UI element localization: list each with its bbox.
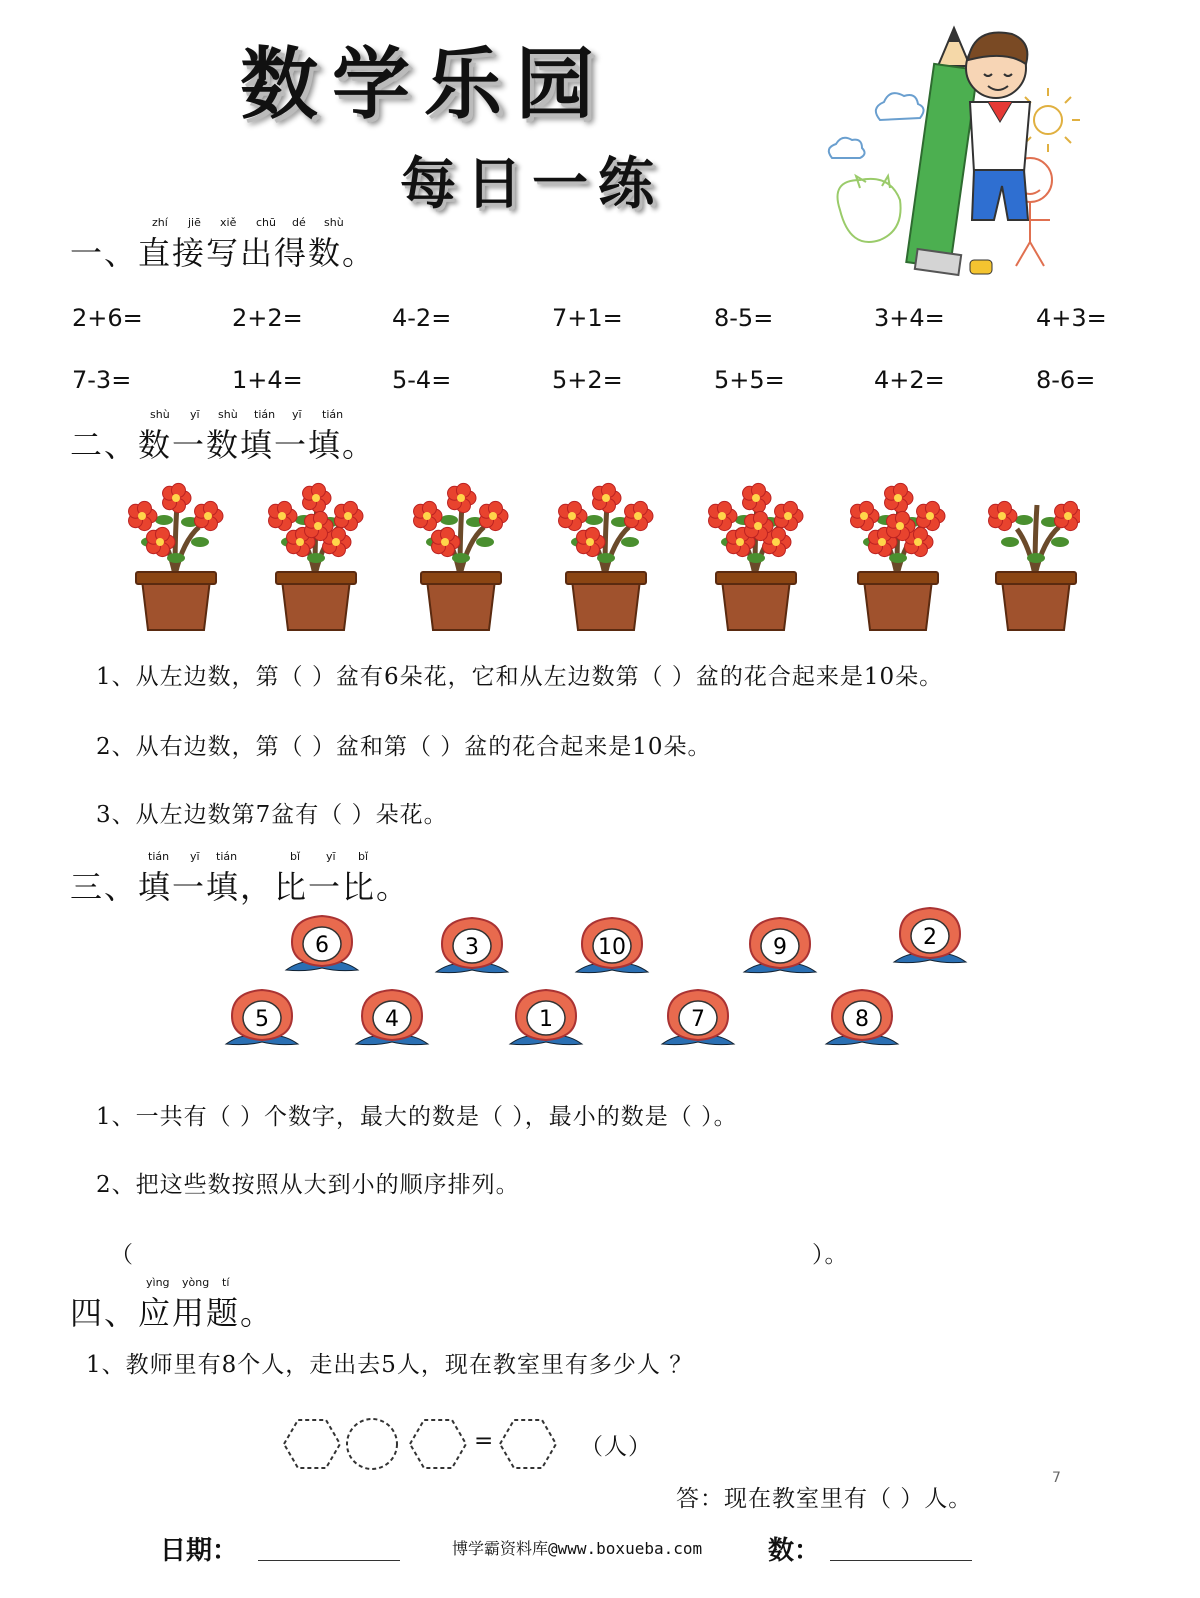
watermark: 博学霸资料库@www.boxueba.com bbox=[452, 1539, 703, 1558]
unit-label: （人） bbox=[580, 1434, 652, 1460]
flower bbox=[480, 501, 508, 530]
equals-sign: = bbox=[474, 1428, 495, 1454]
flower bbox=[625, 501, 653, 530]
peach-number: 3 bbox=[465, 935, 479, 960]
peach bbox=[662, 990, 734, 1045]
equation: 8-6= bbox=[1036, 366, 1096, 394]
peach-number: 5 bbox=[255, 1007, 269, 1032]
flower bbox=[593, 483, 621, 512]
peach bbox=[286, 916, 358, 971]
date-label: 日期： bbox=[160, 1536, 239, 1566]
peach-number: 1 bbox=[539, 1007, 553, 1032]
leaf bbox=[747, 553, 765, 563]
equation: 4+2= bbox=[874, 366, 945, 394]
leaf bbox=[452, 553, 470, 563]
page-title: 数学乐园 bbox=[240, 40, 609, 130]
pot-rim bbox=[996, 572, 1076, 584]
flower bbox=[1055, 501, 1080, 530]
equation: 7+1= bbox=[552, 304, 623, 332]
pinyin: tián bbox=[254, 408, 276, 421]
leaf bbox=[597, 553, 615, 563]
pinyin: yī bbox=[190, 850, 200, 863]
leaf bbox=[167, 553, 185, 563]
pinyin: dé bbox=[292, 216, 306, 229]
peach bbox=[226, 990, 298, 1045]
section1-heading bbox=[70, 216, 377, 274]
flower bbox=[303, 483, 331, 512]
section3-heading-text: 三、填一填，比一比。 bbox=[70, 868, 411, 906]
pot-rim bbox=[716, 572, 796, 584]
flower-pots bbox=[120, 480, 1080, 640]
pinyin: bǐ bbox=[290, 850, 301, 863]
pinyin: jiē bbox=[188, 216, 201, 229]
flower-pot bbox=[414, 483, 508, 630]
circle-blank bbox=[347, 1419, 397, 1469]
hexagon-blank-1 bbox=[284, 1420, 340, 1468]
section2-question-1: 1、从左边数，第（ ）盆有6朵花，它和从左边数第（ ）盆的花合起来是10朵。 bbox=[96, 664, 944, 690]
equation: 7-3= bbox=[72, 366, 132, 394]
peach-number: 2 bbox=[923, 925, 937, 950]
flower bbox=[709, 501, 737, 530]
equation: 4+3= bbox=[1036, 304, 1107, 332]
section2-heading-text: 二、数一数填一填。 bbox=[70, 426, 377, 464]
equation-shapes bbox=[276, 1412, 576, 1476]
peach bbox=[826, 990, 898, 1045]
leaf bbox=[476, 537, 494, 547]
peach bbox=[436, 918, 508, 973]
equation: 3+4= bbox=[874, 304, 945, 332]
equation: 2+2= bbox=[232, 304, 303, 332]
flower bbox=[775, 501, 803, 530]
equation: 1+4= bbox=[232, 366, 303, 394]
section1-heading-text: 一、直接写出得数。 bbox=[70, 234, 377, 272]
flower bbox=[335, 501, 363, 530]
flower bbox=[269, 501, 297, 530]
peach-number: 10 bbox=[598, 935, 626, 960]
order-answer-open: （ bbox=[110, 1242, 134, 1268]
flower bbox=[917, 501, 945, 530]
pot bbox=[427, 580, 495, 630]
flower-pot bbox=[269, 483, 363, 630]
flower bbox=[743, 483, 771, 512]
pinyin: yìng bbox=[146, 1276, 170, 1289]
leaf bbox=[440, 515, 458, 525]
equation: 5+5= bbox=[714, 366, 785, 394]
pot-rim bbox=[566, 572, 646, 584]
section3-question-2: 2、把这些数按照从大到小的顺序排列。 bbox=[96, 1172, 520, 1198]
leaf bbox=[1051, 537, 1069, 547]
leaf bbox=[155, 515, 173, 525]
pinyin: chū bbox=[256, 216, 276, 229]
section2-question-3: 3、从左边数第7盆有（ ）朵花。 bbox=[96, 802, 448, 828]
pinyin: tí bbox=[222, 1276, 230, 1289]
peach bbox=[356, 990, 428, 1045]
pot-rim bbox=[276, 572, 356, 584]
pot bbox=[572, 580, 640, 630]
pinyin: yī bbox=[292, 408, 302, 421]
section2-heading bbox=[70, 408, 377, 466]
order-answer-close: ）。 bbox=[812, 1242, 849, 1268]
equation: 5-4= bbox=[392, 366, 452, 394]
page-number: 7 bbox=[1052, 1470, 1061, 1486]
equation: 2+6= bbox=[72, 304, 143, 332]
leaf bbox=[1001, 537, 1019, 547]
leaf bbox=[1015, 515, 1033, 525]
pot bbox=[722, 580, 790, 630]
pot-rim bbox=[136, 572, 216, 584]
flower-pot bbox=[989, 501, 1080, 630]
equation: 4-2= bbox=[392, 304, 452, 332]
leaf bbox=[889, 553, 907, 563]
pinyin: xiě bbox=[220, 216, 237, 229]
section4-heading bbox=[70, 1276, 275, 1334]
section3-question-1: 1、一共有（ ）个数字，最大的数是（ ），最小的数是（ ）。 bbox=[96, 1104, 738, 1130]
flower-pot bbox=[709, 483, 803, 630]
pot-rim bbox=[858, 572, 938, 584]
peach-number: 4 bbox=[385, 1007, 399, 1032]
flower-pot bbox=[129, 483, 223, 630]
peach-number: 7 bbox=[691, 1007, 705, 1032]
pinyin: yī bbox=[326, 850, 336, 863]
flower bbox=[163, 483, 191, 512]
leaf bbox=[621, 537, 639, 547]
pot bbox=[142, 580, 210, 630]
page-subtitle: 每日一练 bbox=[400, 152, 664, 217]
peach bbox=[510, 990, 582, 1045]
pinyin: tián bbox=[322, 408, 344, 421]
pot bbox=[282, 580, 350, 630]
peach-number: 9 bbox=[773, 935, 787, 960]
pinyin: tián bbox=[148, 850, 170, 863]
flower bbox=[885, 483, 913, 512]
pinyin: shù bbox=[150, 408, 170, 421]
hexagon-blank-2 bbox=[410, 1420, 466, 1468]
pot-rim bbox=[421, 572, 501, 584]
flower bbox=[195, 501, 223, 530]
pinyin: yī bbox=[190, 408, 200, 421]
peach-number: 6 bbox=[315, 933, 329, 958]
flower bbox=[448, 483, 476, 512]
date-line[interactable] bbox=[258, 1560, 400, 1561]
pot bbox=[864, 580, 932, 630]
flower bbox=[989, 501, 1017, 530]
flower-pot bbox=[851, 483, 945, 630]
equation: 5+2= bbox=[552, 366, 623, 394]
section4-question-1: 1、教师里有8个人，走出去5人，现在教室里有多少人 ？ bbox=[86, 1352, 694, 1378]
flower bbox=[559, 501, 587, 530]
leaf bbox=[1027, 553, 1045, 563]
pinyin: yòng bbox=[182, 1276, 210, 1289]
number-peaches bbox=[0, 900, 1200, 1070]
leaf bbox=[307, 553, 325, 563]
peach bbox=[576, 918, 648, 973]
peach bbox=[894, 908, 966, 963]
flower bbox=[851, 501, 879, 530]
hexagon-blank-3 bbox=[500, 1420, 556, 1468]
pinyin: zhí bbox=[152, 216, 168, 229]
section4-answer: 答：现在教室里有（ ）人。 bbox=[676, 1486, 973, 1512]
flower bbox=[414, 501, 442, 530]
pinyin: bǐ bbox=[358, 850, 369, 863]
equation: 8-5= bbox=[714, 304, 774, 332]
pinyin: tián bbox=[216, 850, 238, 863]
section4-heading-text: 四、应用题。 bbox=[70, 1294, 275, 1332]
pot bbox=[1002, 580, 1070, 630]
pinyin: shù bbox=[218, 408, 238, 421]
leaf bbox=[191, 537, 209, 547]
boy-pencil-illustration bbox=[820, 20, 1090, 290]
flower-pot bbox=[559, 483, 653, 630]
pinyin: shù bbox=[324, 216, 344, 229]
score-label: 数： bbox=[768, 1536, 821, 1566]
flower bbox=[129, 501, 157, 530]
leaf bbox=[585, 515, 603, 525]
peach bbox=[744, 918, 816, 973]
peach-number: 8 bbox=[855, 1007, 869, 1032]
section2-question-2: 2、从右边数，第（ ）盆和第（ ）盆的花合起来是10朵。 bbox=[96, 734, 712, 760]
score-line[interactable] bbox=[830, 1560, 972, 1561]
